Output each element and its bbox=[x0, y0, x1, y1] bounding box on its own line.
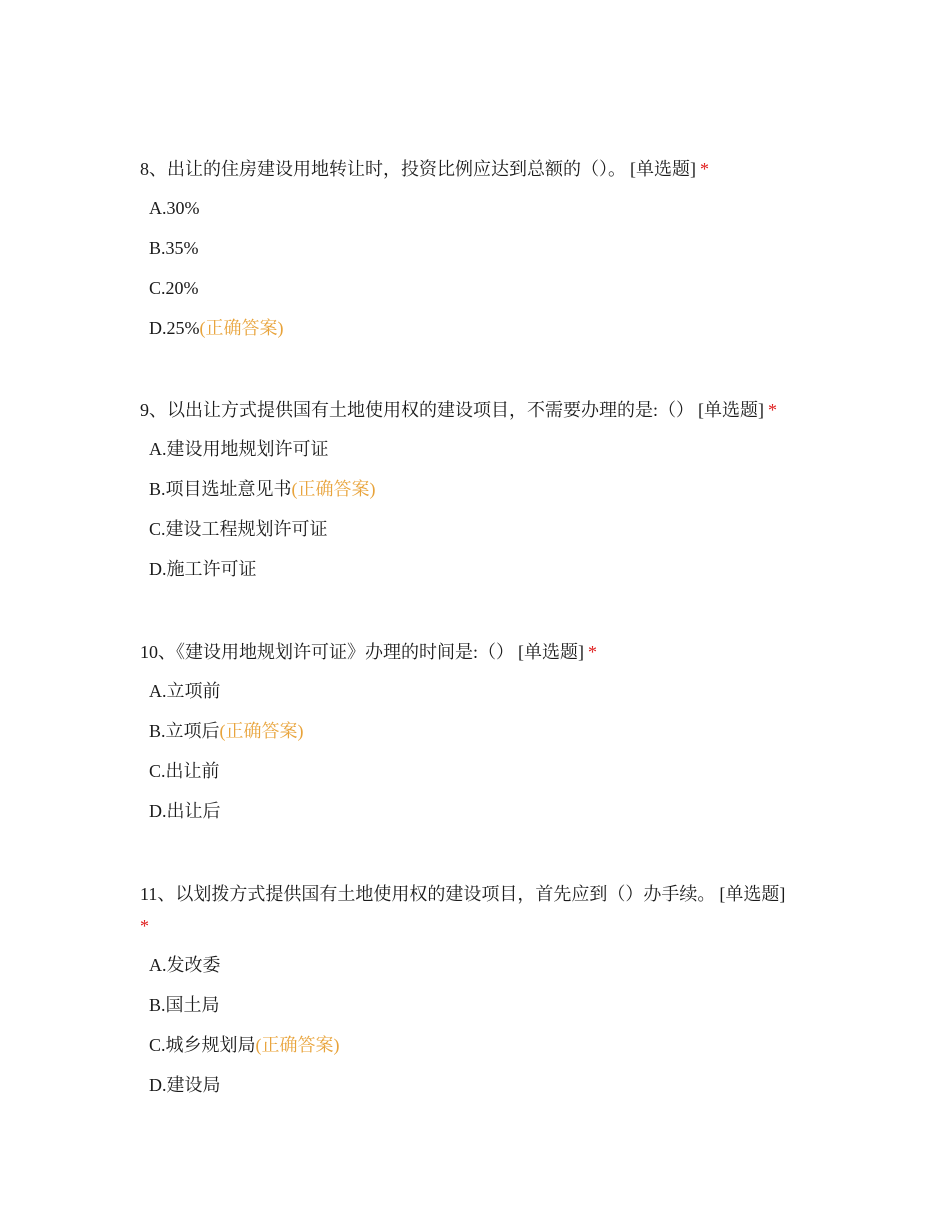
required-marker: * bbox=[768, 400, 777, 420]
option-c bbox=[149, 518, 820, 540]
question-10 bbox=[140, 636, 820, 840]
option-a bbox=[149, 680, 820, 702]
option-d bbox=[149, 317, 820, 339]
option-label: C.城乡规划局 bbox=[149, 1035, 256, 1055]
option-a bbox=[149, 954, 820, 976]
question-9 bbox=[140, 394, 820, 598]
question-text: 9、以出让方式提供国有土地使用权的建设项目，不需要办理的是:（） bbox=[140, 400, 694, 420]
option-list bbox=[140, 197, 820, 339]
option-b bbox=[149, 237, 820, 259]
option-label: B.立项后 bbox=[149, 721, 220, 741]
option-label: B.国土局 bbox=[149, 995, 220, 1015]
required-marker: * bbox=[700, 159, 709, 179]
option-d bbox=[149, 800, 820, 822]
question-title bbox=[140, 878, 820, 942]
option-list bbox=[140, 438, 820, 580]
option-a bbox=[149, 438, 820, 460]
option-b bbox=[149, 720, 820, 742]
option-label: D.出让后 bbox=[149, 801, 221, 821]
option-label: B.35% bbox=[149, 238, 199, 258]
option-list bbox=[140, 680, 820, 822]
required-marker: * bbox=[588, 642, 597, 662]
question-type: [单选题] bbox=[698, 400, 764, 420]
question-text: 10、《建设用地规划许可证》办理的时间是:（） bbox=[140, 642, 514, 662]
required-marker: * bbox=[140, 916, 149, 936]
option-label: C.20% bbox=[149, 278, 199, 298]
question-11 bbox=[140, 878, 820, 1114]
question-8 bbox=[140, 153, 820, 357]
question-type: [单选题] bbox=[518, 642, 584, 662]
option-label: A.建设用地规划许可证 bbox=[149, 439, 329, 459]
option-c bbox=[149, 277, 820, 299]
question-text: 8、出让的住房建设用地转让时，投资比例应达到总额的（）。 bbox=[140, 159, 626, 179]
option-label: C.建设工程规划许可证 bbox=[149, 519, 328, 539]
option-label: B.项目选址意见书 bbox=[149, 479, 292, 499]
option-c bbox=[149, 760, 820, 782]
option-b bbox=[149, 478, 820, 500]
question-type: [单选题] bbox=[630, 159, 696, 179]
correct-answer-tag: (正确答案) bbox=[291, 479, 376, 499]
correct-answer-tag: (正确答案) bbox=[219, 721, 304, 741]
option-c bbox=[149, 1034, 820, 1056]
option-b bbox=[149, 994, 820, 1016]
option-list bbox=[140, 954, 820, 1096]
correct-answer-tag: (正确答案) bbox=[199, 318, 284, 338]
correct-answer-tag: (正确答案) bbox=[255, 1035, 340, 1055]
option-d bbox=[149, 1074, 820, 1096]
question-title bbox=[140, 153, 820, 185]
option-a bbox=[149, 197, 820, 219]
option-label: D.25% bbox=[149, 318, 200, 338]
option-label: D.建设局 bbox=[149, 1075, 221, 1095]
option-label: A.30% bbox=[149, 198, 200, 218]
question-type: [单选题] bbox=[719, 884, 786, 904]
option-label: A.立项前 bbox=[149, 681, 221, 701]
question-title bbox=[140, 394, 820, 426]
option-label: D.施工许可证 bbox=[149, 559, 257, 579]
question-title bbox=[140, 636, 820, 668]
question-text: 11、以划拨方式提供国有土地使用权的建设项目，首先应到（）办手续。 bbox=[140, 884, 716, 904]
option-d bbox=[149, 558, 820, 580]
option-label: C.出让前 bbox=[149, 761, 220, 781]
option-label: A.发改委 bbox=[149, 955, 221, 975]
